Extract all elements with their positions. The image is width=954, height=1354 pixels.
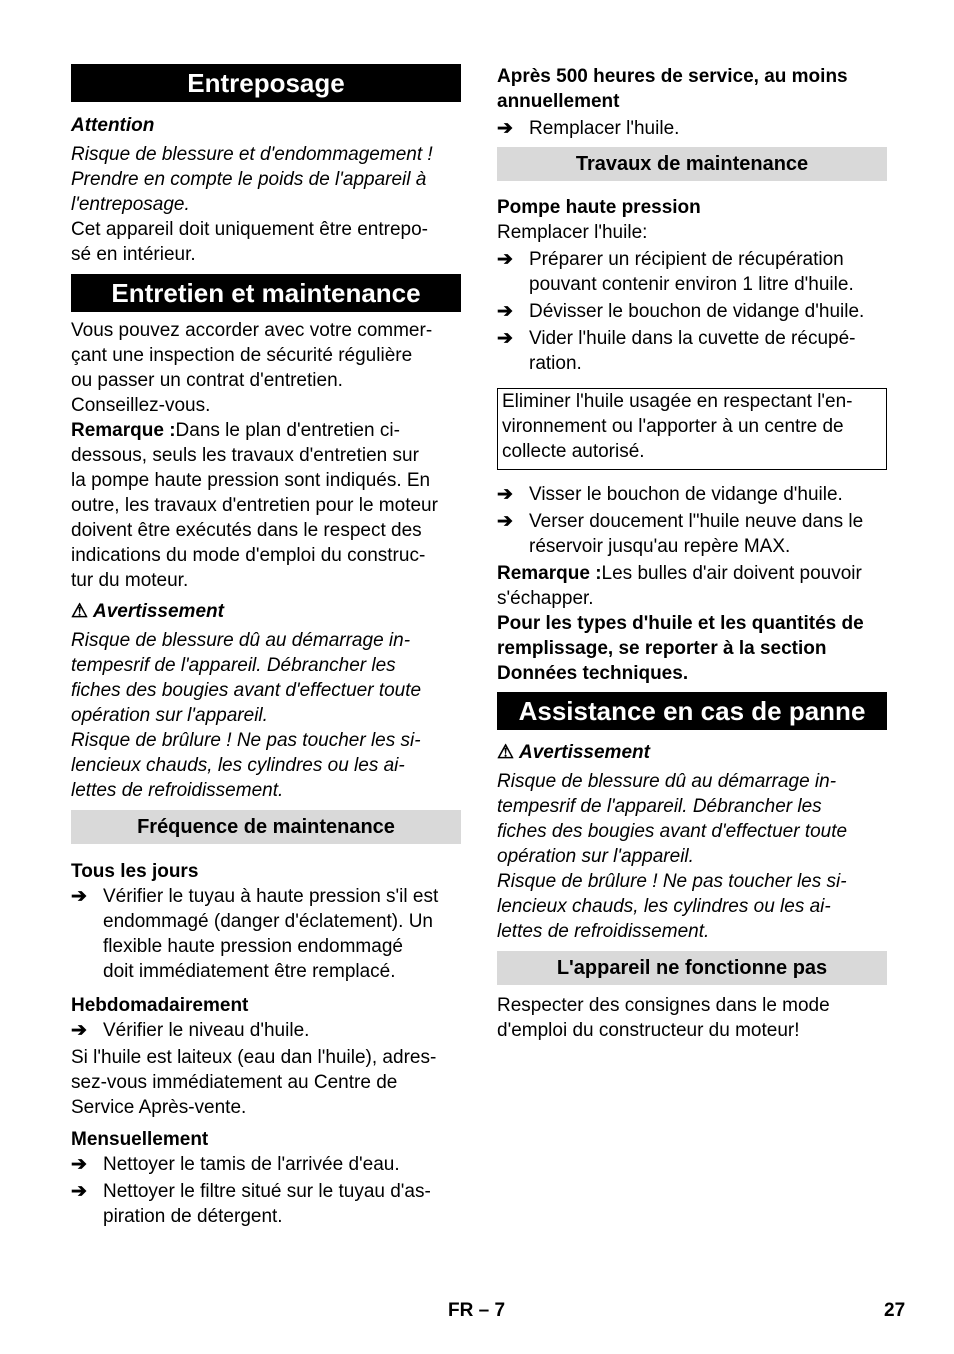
warning-label-right: ⚠ Avertissement	[497, 742, 650, 763]
footer-section: FR – 7	[448, 1300, 506, 1321]
page-number: 27	[884, 1300, 906, 1321]
arrow-right-icon: ➔	[497, 484, 513, 505]
attention-text: Risque de blessure et d'endommagement ! Prendre en compte le poids de l'appareil à l'entreposage.	[71, 144, 433, 215]
arrow-right-icon: ➔	[497, 249, 513, 270]
heading-assistance: Assistance en cas de panne	[497, 692, 887, 730]
warning-label-left: ⚠ Avertissement	[71, 601, 224, 622]
weekly-text: Si l'huile est laiteux (eau dan l'huile), adres- sez-vous immédiatement au Centre de Service Après-vente.	[71, 1047, 437, 1118]
list-item: ➔ Nettoyer le tamis de l'arrivée d'eau.	[71, 1154, 400, 1175]
warning-text-right: Risque de blessure dû au démarrage in- tempesrif de l'appareil. Débrancher les fiches des bougies avant d'effectuer toute opération sur l'appareil. Risque de brûlure ! Ne pas toucher les si- lencieux chauds, les cylindres ou les ai- lettes de refroidissement.	[497, 771, 848, 942]
list-item: ➔ Nettoyer le filtre situé sur le tuyau d'as- piration de détergent.	[71, 1181, 431, 1227]
entretien-intro: Vous pouvez accorder avec votre commer- çant une inspection de sécurité régulière ou passer un contrat d'entretien. Conseillez-vous.	[71, 320, 433, 416]
arrow-right-icon: ➔	[71, 1020, 87, 1041]
notice-box: Eliminer l'huile usagée en respectant l'en- vironnement ou l'apporter à un centre de collecte autorisé.	[497, 388, 887, 470]
arrow-right-icon: ➔	[497, 118, 513, 139]
heading-appareil: L'appareil ne fonctionne pas	[497, 951, 887, 985]
pump-label: Pompe haute pression	[497, 197, 701, 218]
weekly-label: Hebdomadairement	[71, 995, 249, 1016]
left-column	[71, 64, 461, 1229]
attention-label: Attention	[71, 115, 155, 136]
travaux-remark: Remarque :Les bulles d'air doivent pouvoir s'échapper.	[497, 563, 862, 609]
heading-entreposage: Entreposage	[71, 64, 461, 102]
list-item: ➔ Vider l'huile dans la cuvette de récupé- ration.	[497, 328, 856, 374]
arrow-right-icon: ➔	[497, 328, 513, 349]
storage-text: Cet appareil doit uniquement être entrepo- sé en intérieur.	[71, 219, 429, 265]
entretien-remark: Remarque :Dans le plan d'entretien ci- dessous, seuls les travaux d'entretien sur la pompe haute pression sont indiqués. En outre, les travaux d'entretien pour le moteur doivent être exécutés dans le respect des indications du mode d'emploi du construc- tur du moteur.	[71, 420, 438, 591]
list-item: ➔ Remplacer l'huile.	[497, 118, 680, 139]
warning-triangle-icon: ⚠	[71, 601, 89, 622]
replace-label: Remplacer l'huile:	[497, 222, 648, 243]
arrow-right-icon: ➔	[497, 301, 513, 322]
list-item: ➔ Vérifier le tuyau à haute pression s'il est endommagé (danger d'éclatement). Un flexible haute pression endommagé doit immédiatement être remplacé.	[71, 886, 439, 982]
right-column	[497, 64, 887, 1043]
after500-label: Après 500 heures de service, au moins annuellement	[497, 66, 848, 112]
warning-text-left: Risque de blessure dû au démarrage in- tempesrif de l'appareil. Débrancher les fiches des bougies avant d'effectuer toute opération sur l'appareil. Risque de brûlure ! Ne pas toucher les si- lencieux chauds, les cylindres ou les ai- lettes de refroidissement.	[71, 630, 422, 801]
arrow-right-icon: ➔	[71, 886, 87, 907]
list-item: ➔ Dévisser le bouchon de vidange d'huile.	[497, 301, 865, 322]
arrow-right-icon: ➔	[497, 511, 513, 532]
arrow-right-icon: ➔	[71, 1154, 87, 1175]
list-item: ➔ Verser doucement l"huile neuve dans le réservoir jusqu'au repère MAX.	[497, 511, 864, 557]
heading-frequence: Fréquence de maintenance	[71, 810, 461, 844]
list-item: ➔ Vérifier le niveau d'huile.	[71, 1020, 310, 1041]
heading-entretien: Entretien et maintenance	[71, 274, 461, 312]
appareil-text: Respecter des consignes dans le mode d'emploi du constructeur du moteur!	[497, 995, 830, 1041]
warning-triangle-icon: ⚠	[497, 742, 515, 763]
daily-label: Tous les jours	[71, 861, 199, 882]
oil-types-note: Pour les types d'huile et les quantités de remplissage, se reporter à la section Données techniques.	[497, 613, 864, 684]
monthly-label: Mensuellement	[71, 1129, 209, 1150]
list-item: ➔ Visser le bouchon de vidange d'huile.	[497, 484, 843, 505]
heading-travaux: Travaux de maintenance	[497, 147, 887, 181]
arrow-right-icon: ➔	[71, 1181, 87, 1202]
list-item: ➔ Préparer un récipient de récupération pouvant contenir environ 1 litre d'huile.	[497, 249, 854, 295]
